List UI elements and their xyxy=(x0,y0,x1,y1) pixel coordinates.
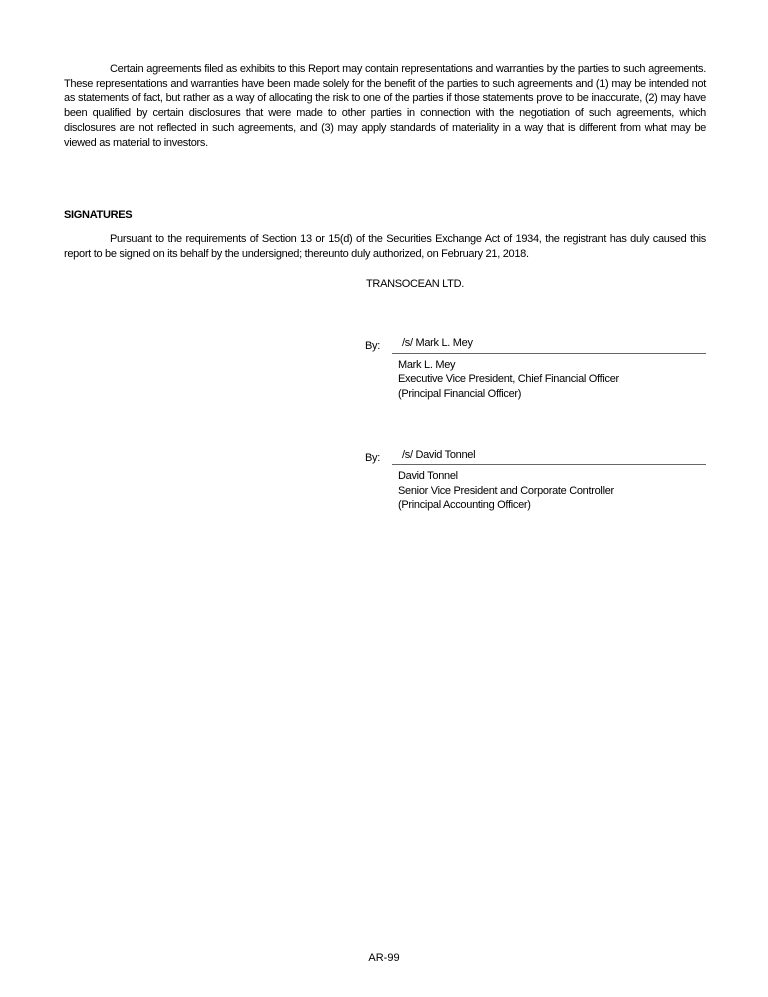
signer-name: David Tonnel xyxy=(398,470,458,483)
by-label: By: xyxy=(365,340,380,353)
signature-block-mark-mey xyxy=(365,336,706,401)
signature-rule xyxy=(392,336,706,354)
by-label: By: xyxy=(365,451,380,464)
signatures-preamble-paragraph: Pursuant to the requirements of Section 13 or 15(d) of the Securities Exchange Act of 1934, the registrant has duly caused this report to be signed on its behalf by the undersigned; thereunto duly authorized, on February 21, 2018. xyxy=(64,232,706,260)
exhibits-disclaimer-paragraph: Certain agreements filed as exhibits to this Report may contain representations and warranties by the parties to such agreements. These representations and warranties have been made solely for the benefit of the parties to such agreements and (1) may be intended not as statements of fact, but rather as a way of allocating the risk to one of the parties if those statements prove to be inaccurate, (2) may have been qualified by certain disclosures that were made to other parties in connection with the negotiation of such agreements, which disclosures are not reflected in such agreements, and (3) may apply standards of materiality in a way that is different from what may be viewed as material to investors. xyxy=(64,63,706,149)
page-number: AR-99 xyxy=(368,952,400,964)
signer-title: Senior Vice President and Corporate Controller xyxy=(398,484,614,497)
signature-text: /s/ Mark L. Mey xyxy=(402,337,473,350)
signer-title: Executive Vice President, Chief Financial Officer xyxy=(398,373,619,386)
signer-subtitle: (Principal Financial Officer) xyxy=(398,387,522,400)
registrant-company-name: TRANSOCEAN LTD. xyxy=(366,278,464,291)
signatures-heading: SIGNATURES xyxy=(64,209,133,222)
signature-line-row xyxy=(365,336,706,354)
signature-block-david-tonnel xyxy=(365,448,706,513)
signature-rule xyxy=(392,448,706,466)
signer-details xyxy=(398,469,706,513)
signer-name: Mark L. Mey xyxy=(398,358,456,371)
signer-subtitle: (Principal Accounting Officer) xyxy=(398,499,531,512)
signature-line-row xyxy=(365,448,706,466)
signer-details xyxy=(398,358,706,402)
signature-text: /s/ David Tonnel xyxy=(402,448,476,461)
